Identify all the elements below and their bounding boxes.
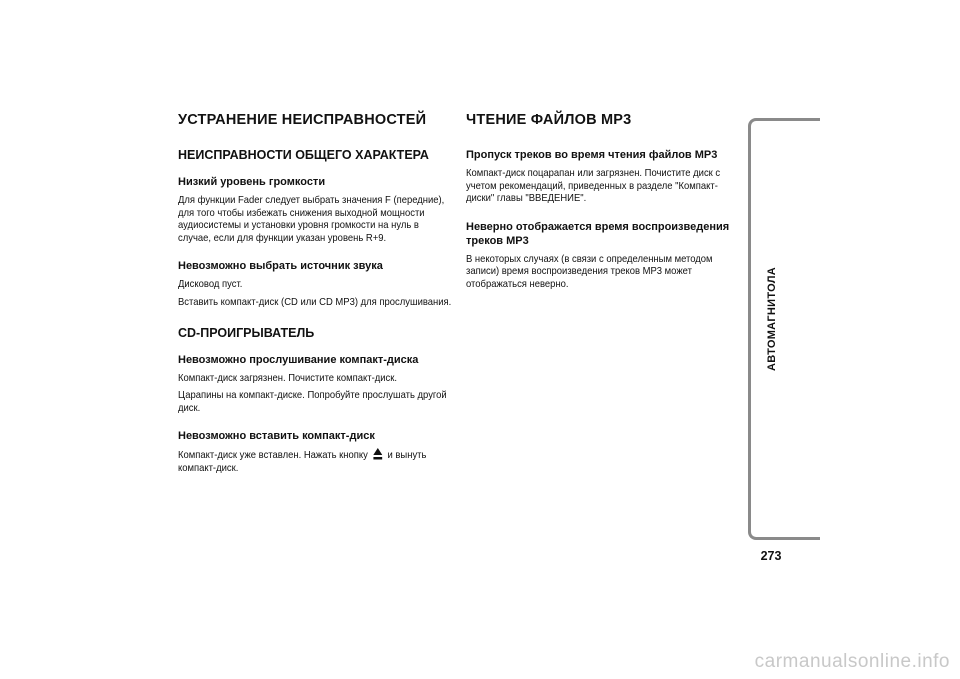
heading-source: Невозможно выбрать источник звука xyxy=(178,260,383,273)
page-title: УСТРАНЕНИЕ НЕИСПРАВНОСТЕЙ xyxy=(178,112,427,128)
heading-track-skip: Пропуск треков во время чтения файлов MP3 xyxy=(466,149,718,161)
left-column xyxy=(178,112,453,480)
text-low-volume: Для функции Fader следует выбрать значения F (передние), для того чтобы избежать снижения выходной мощности аудиосистемы и установки уровня громкости на нуль в случае, если для функции указан уровень R+9. xyxy=(178,194,445,244)
text-cd-dirty: Компакт-диск загрязнен. Почистите компакт-диск. xyxy=(178,371,398,384)
text-cd-insert-part-a: Компакт-диск уже вставлен. Нажать кнопку xyxy=(178,449,368,462)
eject-icon xyxy=(373,448,382,460)
text-cd-insert-part-b: и вынуть компакт-диск. xyxy=(178,449,427,474)
section-mp3-reading: ЧТЕНИЕ ФАЙЛОВ MP3 xyxy=(466,112,632,128)
text-cd-scratched: Царапины на компакт-диске. Попробуйте прослушать другой диск. xyxy=(178,389,447,414)
watermark: carmanualsonline.info xyxy=(754,651,950,672)
chapter-tab xyxy=(764,264,780,374)
page-number: 273 xyxy=(760,549,782,563)
right-column xyxy=(466,112,741,296)
heading-cd-play: Невозможно прослушивание компакт-диска xyxy=(178,353,419,366)
chapter-label: АВТОМАГНИТОЛА xyxy=(766,267,778,371)
text-source-insert: Вставить компакт-диск (CD или CD MP3) для прослушивания. xyxy=(178,295,452,308)
text-play-time: В некоторых случаях (в связи с определенным методом записи) время воспроизведения треков MP3 может отображаться неверно. xyxy=(466,252,713,290)
chapter-frame xyxy=(748,118,820,540)
heading-play-time: Неверно отображается время воспроизведения треков MP3 xyxy=(466,220,730,247)
text-cd-insert xyxy=(178,448,453,474)
section-cd-player: CD-ПРОИГРЫВАТЕЛЬ xyxy=(178,325,315,340)
section-general-faults: НЕИСПРАВНОСТИ ОБЩЕГО ХАРАКТЕРА xyxy=(178,148,429,162)
text-track-skip: Компакт-диск поцарапан или загрязнен. Почистите диск с учетом рекомендаций, приведенных в разделе "Компакт-диски" главы "ВВЕДЕНИЕ". xyxy=(466,167,721,205)
heading-cd-insert: Невозможно вставить компакт-диск xyxy=(178,430,375,443)
text-source-empty: Дисковод пуст. xyxy=(178,278,243,291)
heading-low-volume: Низкий уровень громкости xyxy=(178,176,326,188)
